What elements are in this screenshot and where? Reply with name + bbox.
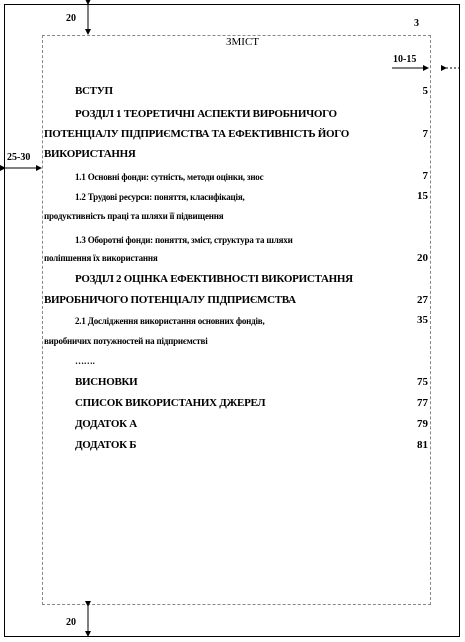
toc-item-chapter2-line2: ВИРОБНИЧОГО ПОТЕНЦІАЛУ ПІДПРИЄМСТВА [44, 294, 296, 306]
toc-page-2-1: 35 [417, 314, 428, 326]
toc-item-1-1: 1.1 Основні фонди: сутність, методи оцінки, знос [75, 172, 264, 182]
toc-item-references: СПИСОК ВИКОРИСТАНИХ ДЖЕРЕЛ [75, 397, 266, 409]
toc-page-1-2: 15 [417, 190, 428, 202]
left-margin-label: 25-30 [7, 152, 31, 163]
toc-page-appendix-b: 81 [417, 439, 428, 451]
toc-page-references: 77 [417, 397, 428, 409]
toc-item-chapter1-line2: ПОТЕНЦІАЛУ ПІДПРИЄМСТВА ТА ЕФЕКТИВНІСТЬ ЙОГО [44, 128, 349, 140]
toc-page-chapter2: 27 [417, 294, 428, 306]
toc-item-1-2-line2: продуктивність праці та шляхи її підвищення [44, 211, 224, 221]
page-title: ЗМІСТ [226, 36, 260, 48]
toc-item-chapter1-line3: ВИКОРИСТАННЯ [44, 148, 136, 160]
toc-ellipsis: ……. [75, 356, 95, 366]
toc-page-intro: 5 [422, 85, 428, 97]
toc-page-chapter1: 7 [422, 128, 428, 140]
toc-page-appendix-a: 79 [417, 418, 428, 430]
toc-item-2-1-line1: 2.1 Дослідження використання основних фондів, [75, 316, 265, 326]
toc-item-1-2-line1: 1.2 Трудові ресурси: поняття, класифікація, [75, 192, 245, 202]
bottom-margin-label: 20 [66, 617, 76, 628]
page-number: 3 [414, 18, 419, 29]
toc-item-appendix-a: ДОДАТОК А [75, 418, 137, 430]
toc-page-1-1: 7 [422, 170, 428, 182]
right-margin-label: 10-15 [393, 54, 417, 65]
top-margin-label: 20 [66, 13, 76, 24]
toc-page-conclusions: 75 [417, 376, 428, 388]
toc-item-2-1-line2: виробничих потужностей на підприємстві [44, 336, 208, 346]
toc-item-chapter2-line1: РОЗДІЛ 2 ОЦІНКА ЕФЕКТИВНОСТІ ВИКОРИСТАННЯ [75, 273, 353, 285]
toc-item-appendix-b: ДОДАТОК Б [75, 439, 137, 451]
toc-item-1-3-line2: поліпшення їх використання [44, 253, 158, 263]
toc-page-1-3: 20 [417, 252, 428, 264]
toc-item-1-3-line1: 1.3 Оборотні фонди: поняття, зміст, структура та шляхи [75, 235, 293, 245]
toc-item-intro: ВСТУП [75, 85, 113, 97]
toc-item-chapter1-line1: РОЗДІЛ 1 ТЕОРЕТИЧНІ АСПЕКТИ ВИРОБНИЧОГО [75, 108, 337, 120]
toc-item-conclusions: ВИСНОВКИ [75, 376, 138, 388]
